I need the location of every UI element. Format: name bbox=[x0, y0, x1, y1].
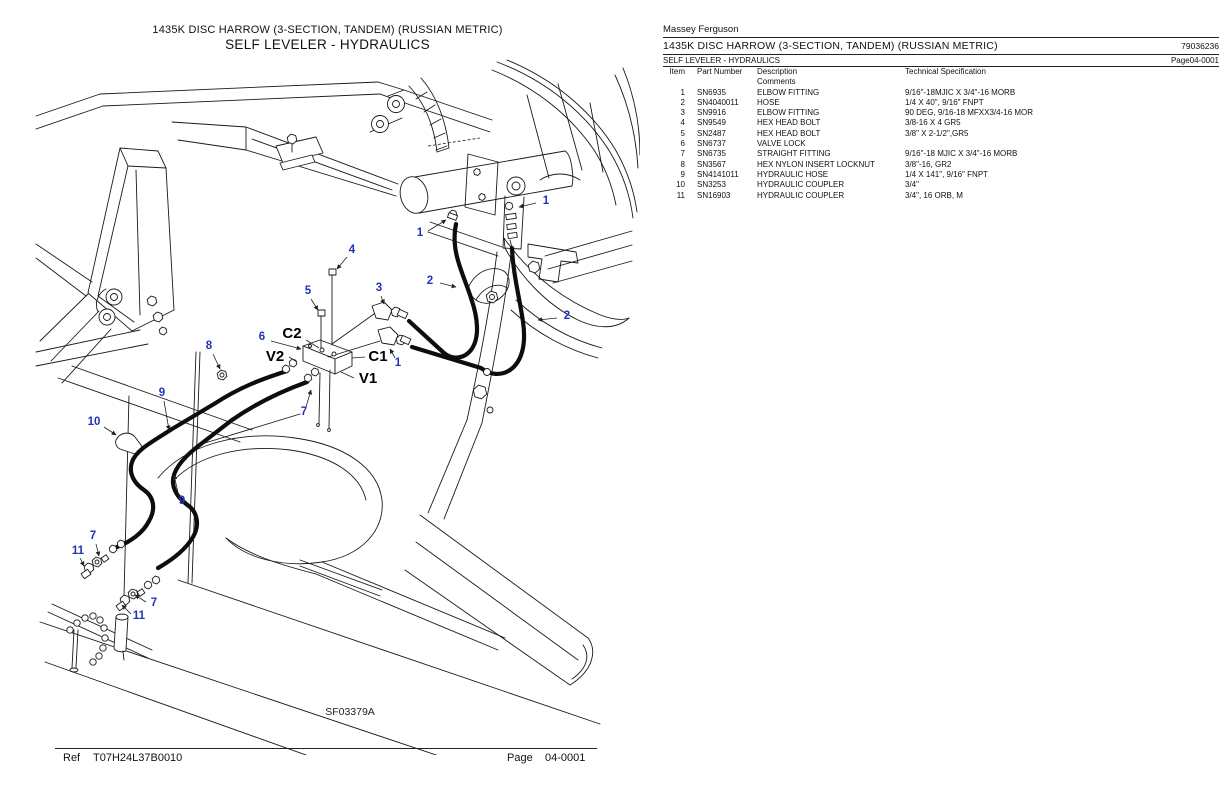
section-title: SELF LEVELER - HYDRAULICS bbox=[663, 56, 780, 65]
table-row: 1 SN6935 ELBOW FITTING 9/16"-18MJIC X 3/4"-16 MORB bbox=[680, 87, 1016, 97]
item-callout-5: 5 bbox=[304, 285, 312, 297]
parts-table-body bbox=[663, 88, 1219, 201]
item-callout-1: 1 bbox=[394, 357, 402, 369]
table-row: 4 SN9549 HEX HEAD BOLT 3/8-16 X 4 GR5 bbox=[680, 118, 961, 128]
table-row: 8 SN3567 HEX NYLON INSERT LOCKNUT 3/8"-16, GR2 bbox=[680, 159, 952, 169]
table-row: 5 SN2487 HEX HEAD BOLT 3/8" X 2-1/2",GR5 bbox=[680, 128, 969, 138]
table-row: 6 SN6737 VALVE LOCK bbox=[680, 139, 806, 149]
callout-leader bbox=[519, 203, 536, 207]
section-page-ref: Page04-0001 bbox=[1170, 56, 1219, 65]
figure-code: SF03379A bbox=[325, 706, 375, 718]
left-footer bbox=[0, 752, 620, 768]
item-callout-7: 7 bbox=[300, 406, 308, 418]
header-technical-specification: Technical Specification bbox=[905, 67, 986, 76]
ref-label: Ref bbox=[63, 752, 81, 764]
callout-leader bbox=[104, 427, 116, 435]
port-label-C1: C1 bbox=[368, 348, 388, 365]
table-row: 2 SN4040011 HOSE 1/4 X 40", 9/16" FNPT bbox=[680, 97, 984, 107]
callout-leader bbox=[440, 283, 456, 287]
callout-labels bbox=[72, 195, 570, 622]
item-callout-1: 1 bbox=[416, 227, 424, 239]
brand-name: Massey Ferguson bbox=[663, 24, 1219, 38]
parts-list-panel bbox=[663, 24, 1219, 201]
left-title-block bbox=[35, 24, 620, 52]
callout-leader bbox=[306, 390, 311, 407]
diagram-title-line1: 1435K DISC HARROW (3-SECTION, TANDEM) (RUSSIAN METRIC) bbox=[152, 24, 503, 36]
callout-leader bbox=[213, 354, 220, 369]
catalog-title-row bbox=[663, 38, 1219, 55]
port-label-V1: V1 bbox=[358, 370, 378, 387]
callout-leader bbox=[311, 299, 318, 310]
table-header bbox=[663, 67, 1219, 77]
header-description: Description bbox=[757, 67, 798, 76]
item-callout-2: 2 bbox=[426, 275, 434, 287]
item-callout-11: 11 bbox=[71, 545, 85, 557]
item-callout-9: 9 bbox=[158, 387, 166, 399]
port-label-C2: C2 bbox=[282, 325, 302, 342]
header-comments: Comments bbox=[757, 77, 796, 87]
callout-leader bbox=[96, 544, 99, 556]
catalog-title: 1435K DISC HARROW (3-SECTION, TANDEM) (RUSSIAN METRIC) bbox=[663, 40, 998, 52]
item-callout-9: 9 bbox=[178, 495, 186, 507]
item-callout-2: 2 bbox=[563, 310, 571, 322]
header-item: Item bbox=[669, 67, 685, 76]
machine-frame-linework bbox=[36, 60, 640, 755]
port-leader bbox=[352, 357, 365, 358]
item-callout-11: 11 bbox=[132, 610, 146, 622]
item-callout-4: 4 bbox=[348, 244, 356, 256]
item-callout-1: 1 bbox=[542, 195, 550, 207]
item-callout-3: 3 bbox=[375, 282, 383, 294]
item-callout-7: 7 bbox=[150, 597, 158, 609]
table-row: 11 SN16903 HYDRAULIC COUPLER 3/4", 16 ORB, M bbox=[676, 190, 963, 200]
callout-leader bbox=[80, 558, 84, 566]
callout-leader bbox=[122, 605, 131, 614]
callout-leader bbox=[337, 257, 347, 269]
table-row: 3 SN9916 ELBOW FITTING 90 DEG, 9/16-18 MFXX3/4-16 MOR bbox=[680, 108, 1034, 118]
port-leader bbox=[341, 372, 354, 378]
item-callout-8: 8 bbox=[205, 340, 213, 352]
table-row: 7 SN6735 STRAIGHT FITTING 9/16"-18 MJIC X 3/4"-16 MORB bbox=[680, 149, 1018, 159]
port-label-V2: V2 bbox=[265, 348, 285, 365]
doc-number: 79036236 bbox=[1181, 41, 1219, 51]
footer-rule bbox=[55, 748, 597, 749]
hydraulics-diagram-svg bbox=[35, 55, 640, 755]
item-callout-10: 10 bbox=[87, 416, 101, 428]
callout-leader bbox=[428, 220, 446, 231]
page-number: 04-0001 bbox=[545, 752, 586, 764]
table-row: 10 SN3253 HYDRAULIC COUPLER 3/4" bbox=[676, 180, 919, 190]
page-label: Page bbox=[507, 752, 533, 764]
callout-leader bbox=[538, 318, 557, 320]
exploded-parts-diagram bbox=[35, 55, 640, 755]
fittings-and-hardware bbox=[67, 96, 540, 666]
item-callout-7: 7 bbox=[89, 530, 97, 542]
table-row: 9 SN4141011 HYDRAULIC HOSE 1/4 X 141", 9/16" FNPT bbox=[680, 169, 989, 179]
hydraulic-hoses bbox=[117, 224, 524, 568]
section-row bbox=[663, 55, 1219, 67]
header-part-number: Part Number bbox=[697, 67, 743, 76]
ref-value: T07H24L37B0010 bbox=[93, 752, 183, 764]
item-callout-6: 6 bbox=[258, 331, 266, 343]
diagram-title-line2: SELF LEVELER - HYDRAULICS bbox=[225, 37, 430, 52]
